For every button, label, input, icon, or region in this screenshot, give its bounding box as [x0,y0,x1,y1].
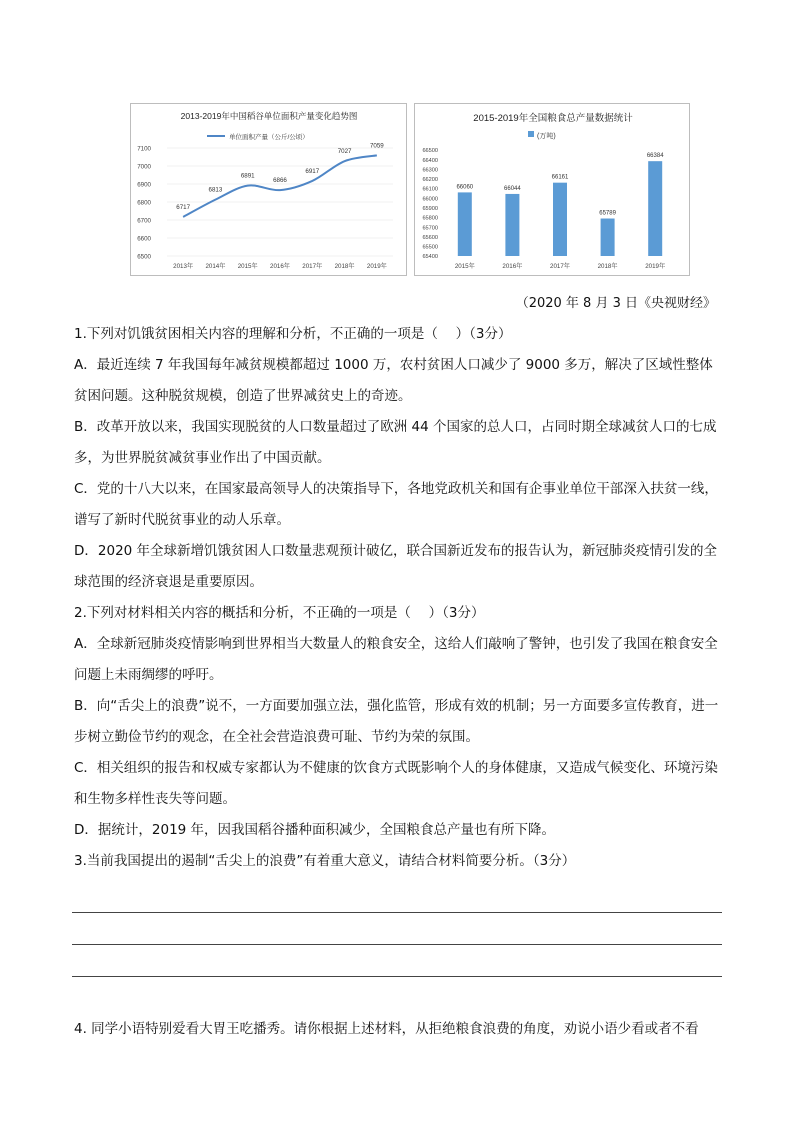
answer-line[interactable] [72,912,722,913]
y-tick-label: 66400 [422,157,438,164]
data-label: 6866 [273,177,287,185]
option-c: C．相关组织的报告和权威专家都认为不健康的饮食方式既影响个人的身体健康，又造成气候变化、环境污染和生物多样性丧失等问题。 [74,760,718,807]
chart-title: 2013-2019年中国稻谷单位面积产量变化趋势图 [180,111,358,121]
data-label: 66161 [551,174,569,181]
x-tick-label: 2013年 [173,263,194,270]
grain-output-chart-svg [415,104,691,277]
legend-label: 单位面积产量（公斤/公顷） [229,134,309,141]
question-stem: 4. 同学小语特别爱看大胃王吃播秀。请你根据上述材料，从拒绝粮食浪费的角度，劝说小语少看或者不看 [74,1021,699,1037]
x-tick-label: 2015年 [454,263,475,270]
x-tick-label: 2019年 [366,263,387,270]
data-label: 6717 [176,203,191,211]
x-tick-label: 2017年 [550,263,570,270]
bar [648,161,662,256]
option-a: A．全球新冠肺炎疫情影响到世界相当大数量人的粮食安全，这给人们敲响了警钟，也引发了我国在粮食安全问题上未雨绸缪的呼吁。 [74,636,718,683]
source-citation: （2020 年 8 月 3 日《央视财经》 [515,296,716,311]
x-tick-label: 2018年 [597,263,618,270]
y-tick-label: 7000 [137,163,151,171]
x-tick-label: 2019年 [645,263,666,270]
y-tick-label: 6900 [137,181,151,189]
bar [601,219,615,256]
data-label: 66044 [504,185,521,192]
y-tick-label: 65800 [422,215,438,222]
data-label: 6917 [305,167,320,175]
x-tick-label: 2014年 [205,263,226,270]
y-tick-label: 66300 [422,167,438,174]
answer-line[interactable] [72,976,722,977]
y-tick-label: 6700 [137,217,151,225]
option-d: D．2020 年全球新增饥饿贫困人口数量悲观预计破亿，联合国新近发布的报告认为，新冠肺炎疫情引发的全球范围的经济衰退是重要原因。 [74,543,718,590]
data-label: 7027 [337,148,352,156]
grain-output-bar-chart [414,103,690,276]
y-tick-label: 66100 [422,186,438,193]
option-b: B．改革开放以来，我国实现脱贫的人口数量超过了欧洲 44 个国家的总人口，占同时期全球减贫人口的七成多，为世界脱贫减贫事业作出了中国贡献。 [74,419,717,466]
x-tick-label: 2017年 [302,263,323,270]
y-tick-label: 6600 [137,235,151,243]
data-label: 7059 [369,142,384,150]
y-tick-label: 7100 [137,145,151,153]
question-stem: 2.下列对材料相关内容的概括和分析，不正确的一项是（ ）（3分） [74,605,485,621]
x-tick-label: 2016年 [270,263,290,270]
question-stem: 3.当前我国提出的遏制“舌尖上的浪费”有着重大意义，请结合材料简要分析。（3分） [74,853,576,869]
x-tick-label: 2016年 [502,263,523,270]
data-label: 6813 [208,186,223,194]
data-label: 66384 [646,153,664,160]
data-label: 66060 [456,184,474,191]
y-tick-label: 65400 [422,254,438,261]
x-tick-label: 2018年 [334,263,355,270]
legend-swatch [528,131,534,137]
y-tick-label: 66000 [422,196,438,203]
option-d: D．据统计，2019 年，因我国稻谷播种面积减少，全国粮食总产量也有所下降。 [74,822,556,838]
question-stem: 1.下列对饥饿贫困相关内容的理解和分析，不正确的一项是（ ）（3分） [74,326,512,342]
y-tick-label: 65700 [422,225,438,232]
option-b: B．向“舌尖上的浪费”说不，一方面要加强立法，强化监管，形成有效的机制；另一方面要多宣传教育，进一步树立勤俭节约的观念，在全社会营造浪费可耻、节约为荣的氛围。 [74,698,719,745]
y-tick-label: 6500 [137,253,151,261]
option-c: C．党的十八大以来，在国家最高领导人的决策指导下，各地党政机关和国有企事业单位干部深入扶贫一线，谱写了新时代脱贫事业的动人乐章。 [74,481,718,528]
legend-label: (万吨) [537,133,556,140]
bar [553,183,567,256]
y-tick-label: 65500 [422,244,438,251]
y-tick-label: 65600 [422,234,438,241]
y-tick-label: 65900 [422,206,438,213]
rice-yield-line-chart [130,103,407,276]
answer-line[interactable] [72,944,722,945]
question-1 [74,319,724,877]
bar [458,192,472,256]
data-label: 6891 [240,172,255,180]
x-tick-label: 2015年 [237,263,258,270]
question-4 [74,1014,724,1045]
rice-yield-chart-svg [131,104,408,277]
bar [505,194,519,256]
chart-title: 2015-2019年全国粮食总产量数据统计 [473,113,633,124]
y-tick-label: 66500 [422,148,438,155]
y-tick-label: 66200 [422,177,438,184]
option-a: A．最近连续 7 年我国每年减贫规模都超过 1000 万，农村贫困人口减少了 9000 多万，解决了区域性整体贫困问题。这种脱贫规模，创造了世界减贫史上的奇迹。 [74,357,713,404]
data-label: 65789 [599,210,616,217]
y-tick-label: 6800 [137,199,151,207]
